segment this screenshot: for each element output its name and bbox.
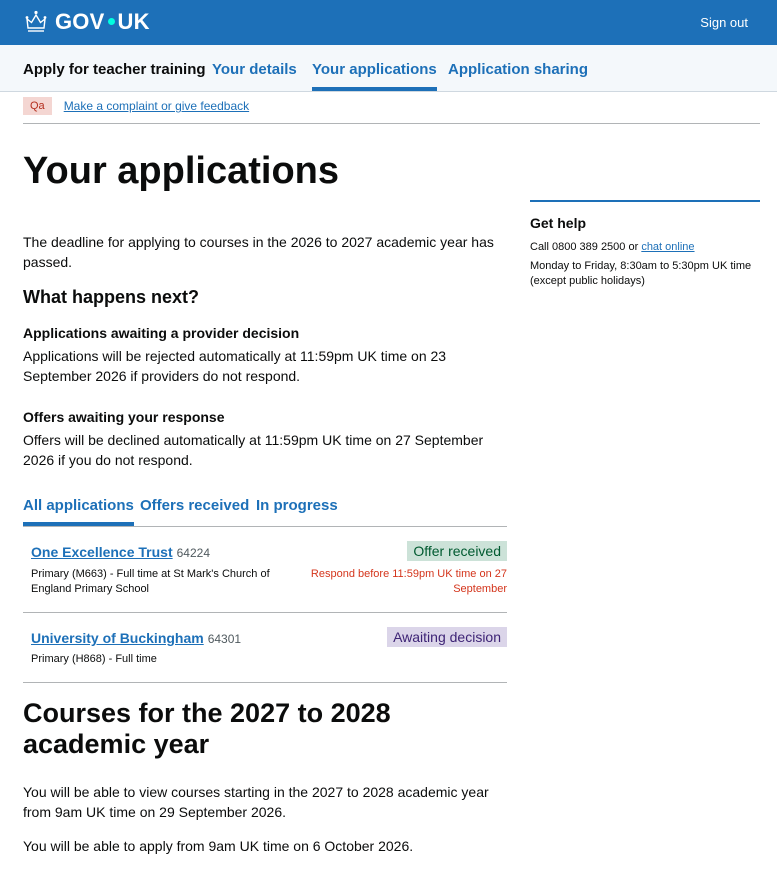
application-tabs xyxy=(23,495,507,527)
awaiting-decision-text: Applications will be rejected automatically at 11:59pm UK time on 23 September 2026 if providers do not respond. xyxy=(23,348,447,384)
application-provider-line xyxy=(31,544,210,562)
help-call-text: Call 0800 389 2500 or chat online xyxy=(530,241,695,253)
nav-your-applications[interactable]: Your applications xyxy=(312,61,437,91)
govuk-logo-link[interactable] xyxy=(23,9,150,35)
application-row xyxy=(23,613,507,683)
page-title: Your applications xyxy=(23,150,340,192)
next-year-apply-text: You will be able to apply from 9am UK time on 6 October 2026. xyxy=(23,838,414,854)
application-provider-line xyxy=(31,630,241,648)
tab-offers-received[interactable]: Offers received xyxy=(140,497,250,514)
feedback-link[interactable]: Make a complaint or give feedback xyxy=(63,99,250,113)
tab-all-applications[interactable]: All applications xyxy=(23,497,134,526)
service-navigation xyxy=(0,45,777,92)
next-year-heading: Courses for the 2027 to 2028 academic year xyxy=(23,698,391,759)
offers-awaiting-heading: Offers awaiting your response xyxy=(23,409,225,425)
course-description: Primary (M663) - Full time at St Mark's Church of England Primary School xyxy=(31,568,270,595)
awaiting-decision-heading: Applications awaiting a provider decision xyxy=(23,325,300,341)
course-description: Primary (H868) - Full time xyxy=(31,653,157,665)
offers-awaiting-text: Offers will be declined automatically at 11:59pm UK time on 27 September 2026 if you do not respond. xyxy=(23,432,484,468)
govuk-header xyxy=(0,0,777,45)
next-year-view-text: You will be able to view courses starting in the 2027 to 2028 academic year from 9am UK time on 29 September 2026. xyxy=(23,784,489,820)
provider-code: 64224 xyxy=(176,546,210,560)
crown-icon xyxy=(23,9,49,35)
provider-link[interactable]: University of Buckingham xyxy=(31,630,204,646)
service-name[interactable]: Apply for teacher training xyxy=(23,61,206,78)
nav-your-details[interactable]: Your details xyxy=(212,61,297,78)
phase-banner xyxy=(23,97,249,115)
provider-link[interactable]: One Excellence Trust xyxy=(31,544,173,560)
status-badge: Awaiting decision xyxy=(387,627,507,647)
sidebar-divider xyxy=(530,200,760,202)
respond-deadline: Respond before 11:59pm UK time on 27 September xyxy=(310,568,507,595)
chat-online-link[interactable]: chat online xyxy=(641,241,695,253)
application-row xyxy=(23,527,507,613)
get-help-heading: Get help xyxy=(530,215,587,231)
logo-text: GOV UK xyxy=(55,9,150,34)
phase-divider xyxy=(23,123,760,124)
logo-dot xyxy=(108,18,115,25)
deadline-text: The deadline for applying to courses in the 2026 to 2027 academic year has passed. xyxy=(23,234,494,270)
provider-code: 64301 xyxy=(207,632,242,646)
sign-out-link[interactable]: Sign out xyxy=(700,15,748,30)
phase-tag: Qa xyxy=(23,97,52,115)
help-hours-text: Monday to Friday, 8:30am to 5:30pm UK time (except public holidays) xyxy=(530,260,752,287)
status-badge: Offer received xyxy=(407,541,507,561)
nav-application-sharing[interactable]: Application sharing xyxy=(448,61,589,78)
what-happens-next-heading: What happens next? xyxy=(23,287,200,307)
tab-in-progress[interactable]: In progress xyxy=(256,497,338,514)
